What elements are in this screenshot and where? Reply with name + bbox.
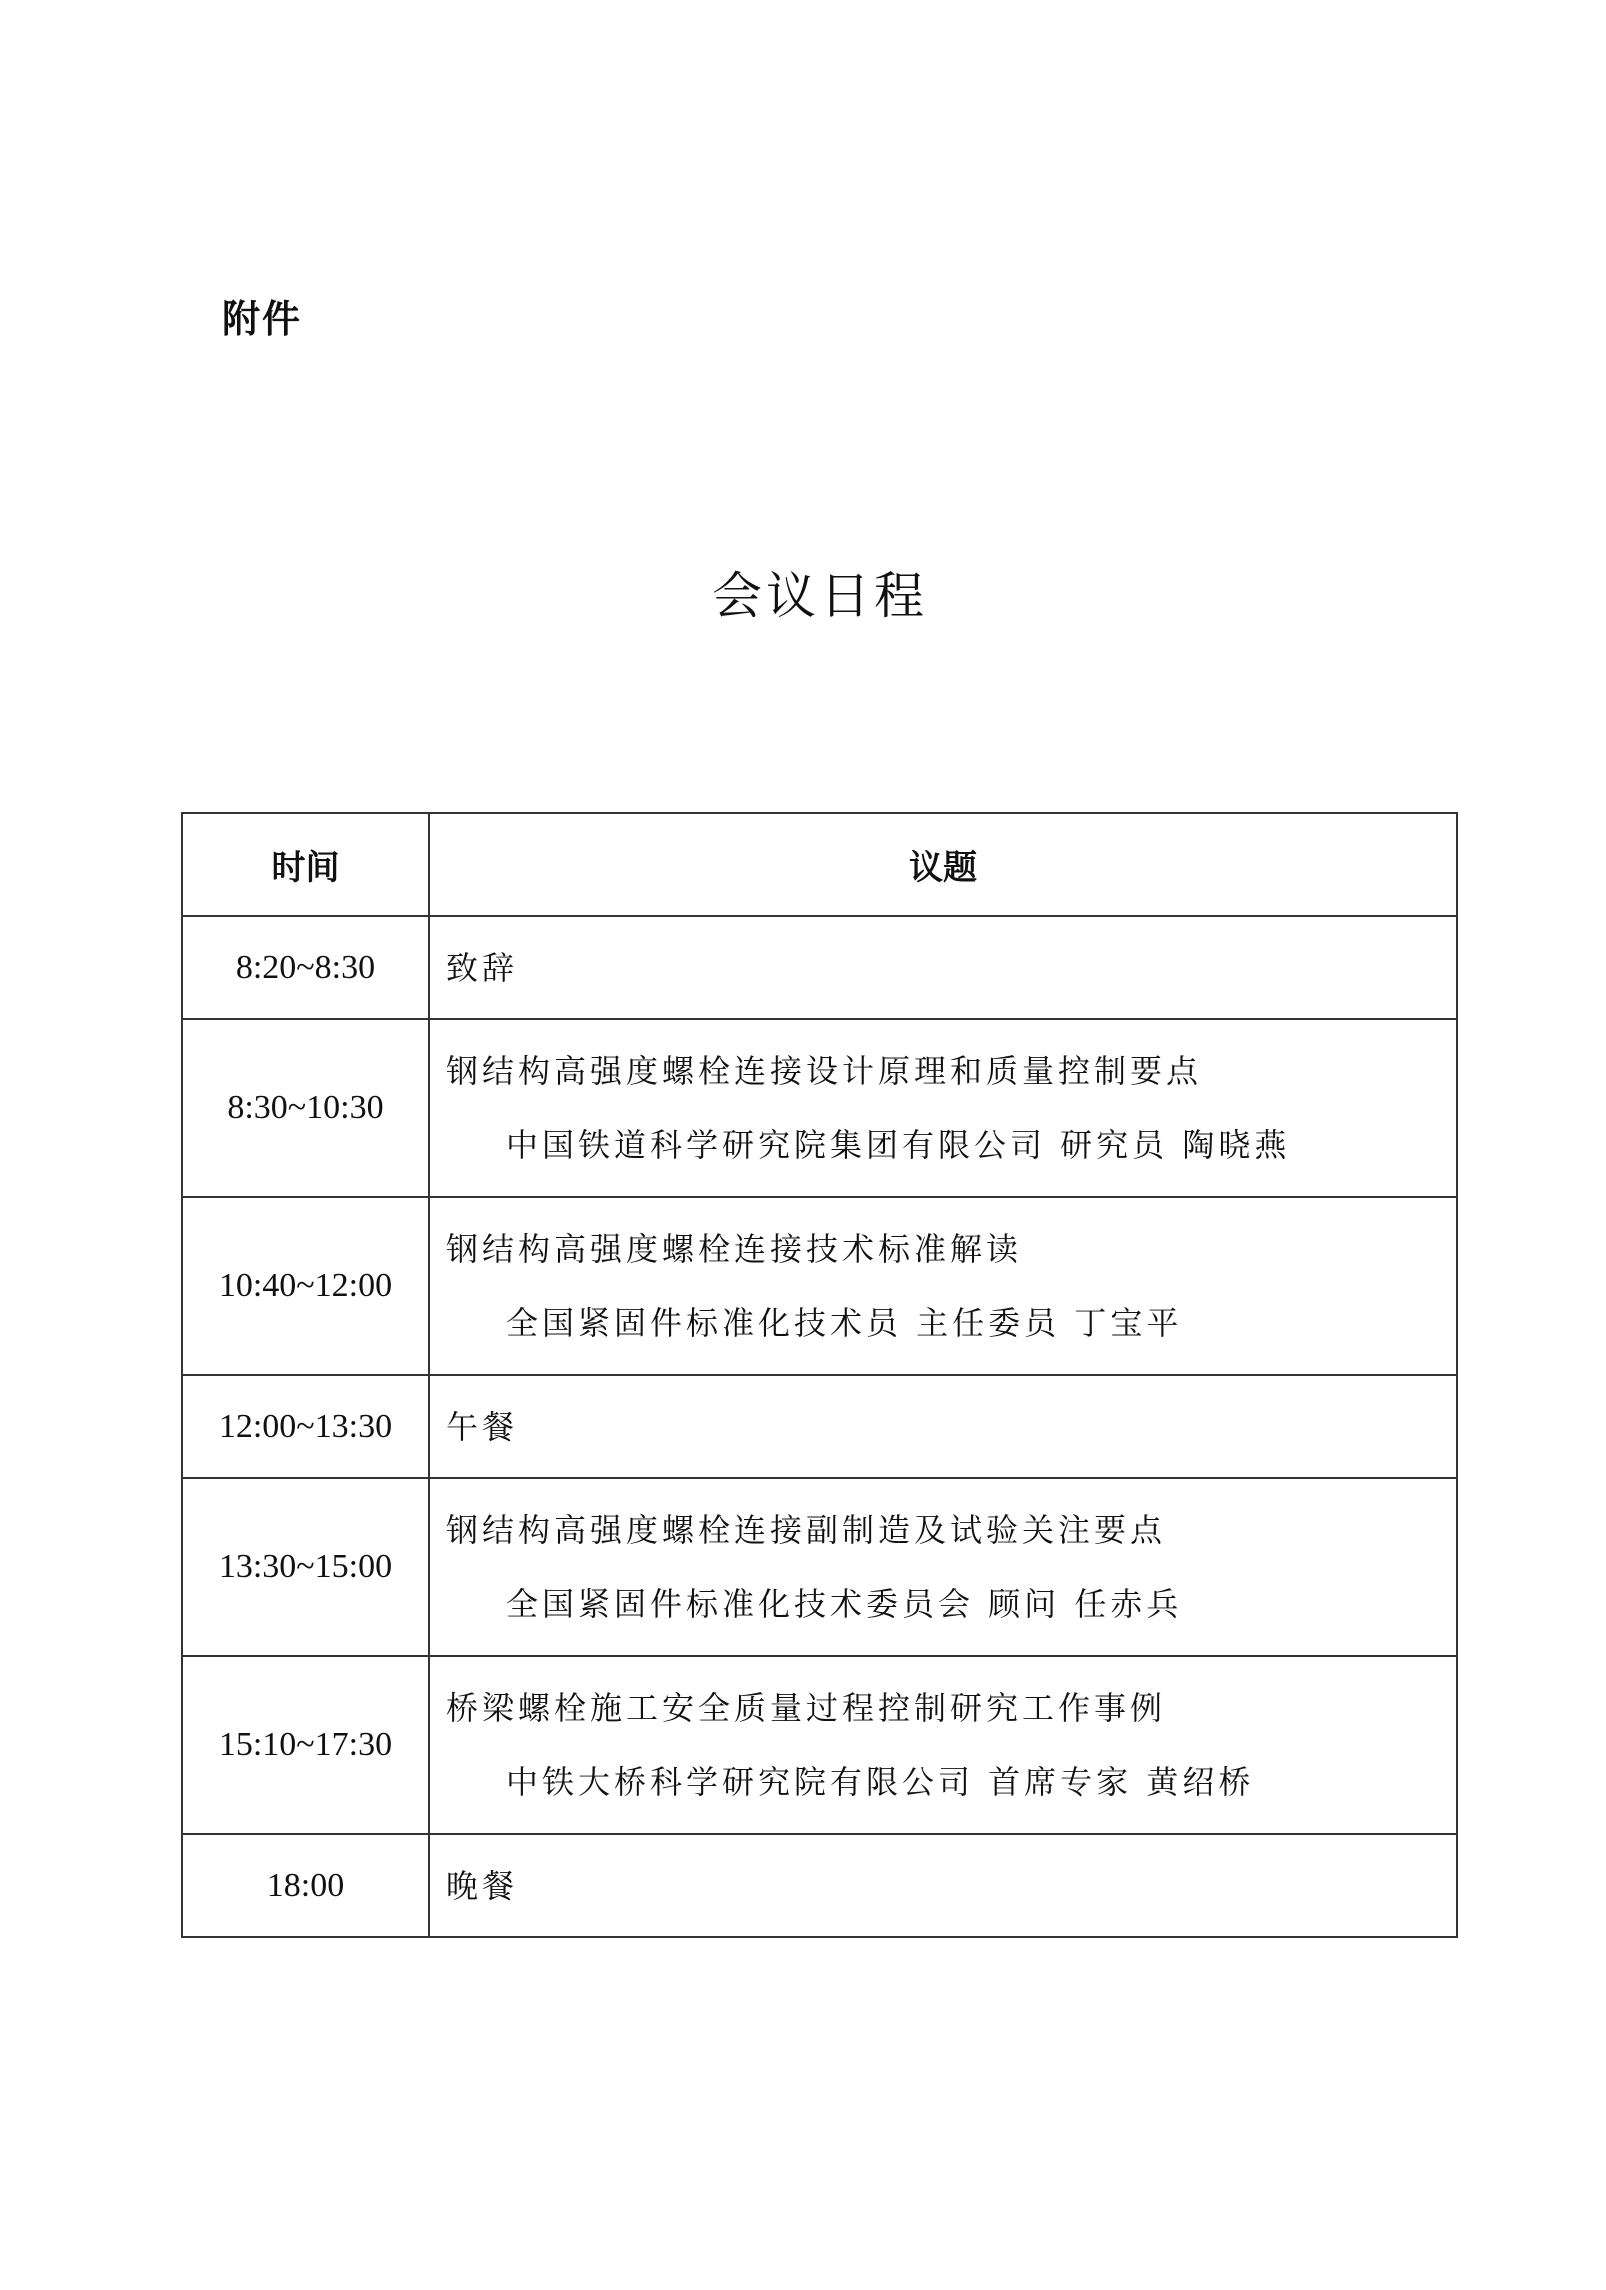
attachment-label: 附件 xyxy=(222,297,303,341)
topic-cell xyxy=(429,1019,1457,1197)
table-row xyxy=(182,1478,1457,1656)
topic-cell xyxy=(429,916,1457,1019)
time-cell: 18:00 xyxy=(182,1834,429,1937)
table-row xyxy=(182,1375,1457,1478)
column-header-topic: 议题 xyxy=(429,813,1457,916)
table-row xyxy=(182,916,1457,1019)
time-cell: 15:10~17:30 xyxy=(182,1656,429,1834)
topic-title: 钢结构高强度螺栓连接技术标准解读 xyxy=(446,1230,1023,1268)
table-row xyxy=(182,1197,1457,1375)
table-row xyxy=(182,1019,1457,1197)
topic-title: 桥梁螺栓施工安全质量过程控制研究工作事例 xyxy=(446,1689,1167,1727)
topic-speaker: 中铁大桥科学研究院有限公司 首席专家 黄绍桥 xyxy=(506,1763,1255,1801)
table-header-row xyxy=(182,813,1457,916)
topic-speaker: 全国紧固件标准化技术员 主任委员 丁宝平 xyxy=(506,1304,1183,1342)
topic-speaker: 中国铁道科学研究院集团有限公司 研究员 陶晓燕 xyxy=(506,1126,1291,1164)
time-cell: 8:20~8:30 xyxy=(182,916,429,1019)
table-row xyxy=(182,1656,1457,1834)
topic-title: 钢结构高强度螺栓连接设计原理和质量控制要点 xyxy=(446,1052,1203,1090)
time-cell: 12:00~13:30 xyxy=(182,1375,429,1478)
schedule-table xyxy=(181,812,1458,1938)
time-cell: 13:30~15:00 xyxy=(182,1478,429,1656)
topic-title: 晚餐 xyxy=(446,1866,519,1905)
column-header-time: 时间 xyxy=(182,813,429,916)
topic-speaker: 全国紧固件标准化技术委员会 顾问 任赤兵 xyxy=(506,1585,1183,1623)
time-cell: 8:30~10:30 xyxy=(182,1019,429,1197)
time-cell: 10:40~12:00 xyxy=(182,1197,429,1375)
topic-cell xyxy=(429,1834,1457,1937)
table-row xyxy=(182,1834,1457,1937)
topic-title: 致辞 xyxy=(446,948,519,987)
topic-cell xyxy=(429,1375,1457,1478)
topic-cell xyxy=(429,1478,1457,1656)
topic-title: 午餐 xyxy=(446,1407,519,1446)
page-title: 会议日程 xyxy=(712,567,928,625)
topic-cell xyxy=(429,1656,1457,1834)
topic-cell xyxy=(429,1197,1457,1375)
topic-title: 钢结构高强度螺栓连接副制造及试验关注要点 xyxy=(446,1511,1167,1549)
